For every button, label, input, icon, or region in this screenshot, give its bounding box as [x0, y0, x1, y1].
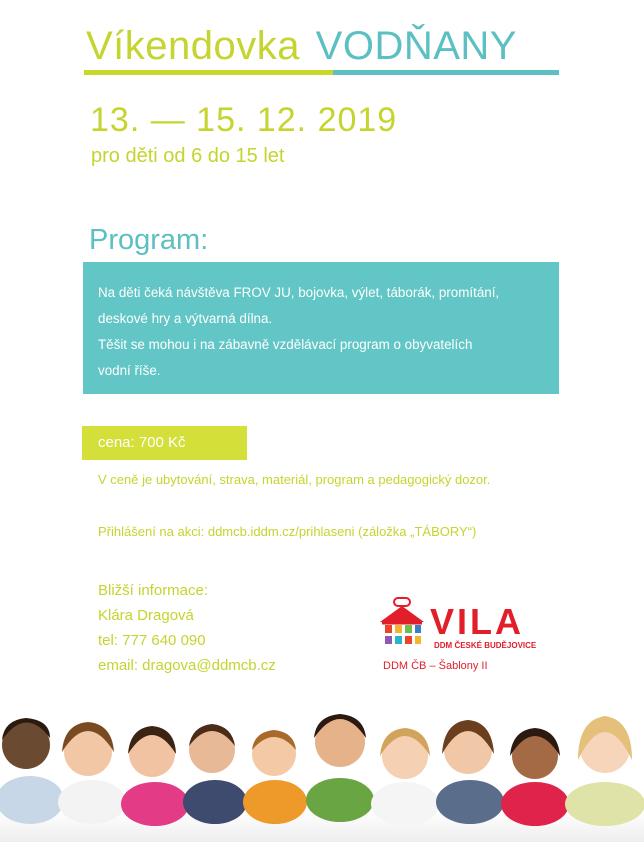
child-figure-5	[243, 730, 307, 824]
contact-heading: Bližší informace:	[98, 582, 209, 599]
contact-email: email: dragova@ddmcb.cz	[98, 657, 276, 674]
child-figure-9	[501, 728, 569, 826]
child-figure-8	[436, 720, 504, 824]
logo-name: VILA	[430, 601, 525, 642]
logo-caption: DDM ČB – Šablony II	[383, 660, 488, 672]
program-line: Na děti čeká návštěva FROV JU, bojovka, výlet, táborák, promítání,	[98, 285, 500, 300]
logo-subtitle: DDM ČESKÉ BUDĚJOVICE	[434, 641, 537, 650]
program-line: deskové hry a výtvarná dílna.	[98, 311, 273, 326]
program-line: Těšit se mohou i na zábavně vzdělávací program o obyvatelích	[98, 337, 473, 352]
title-word-vodnany: VODŇANY	[315, 24, 517, 68]
program-heading: Program:	[89, 224, 209, 256]
child-figure-1	[0, 718, 64, 824]
event-dates: 13. — 15. 12. 2019	[90, 101, 398, 139]
child-figure-3	[121, 726, 189, 826]
registration-info: Přihlášení na akci: ddmcb.iddm.cz/prihlaseni (záložka „TÁBORY“)	[98, 524, 477, 539]
child-figure-10	[565, 716, 644, 826]
program-box	[83, 262, 559, 394]
child-figure-6	[306, 714, 374, 822]
price-badge: cena: 700 Kč	[82, 426, 247, 460]
contact-name: Klára Dragová	[98, 607, 194, 624]
children-lying-photo	[0, 690, 644, 842]
title-underline-green	[84, 70, 333, 75]
child-figure-2	[58, 722, 126, 824]
child-figure-7	[371, 728, 439, 826]
program-line: vodní říše.	[98, 363, 161, 378]
contact-phone: tel: 777 640 090	[98, 632, 206, 649]
contact-info	[98, 578, 276, 678]
house-icon	[380, 598, 424, 644]
price-includes: V ceně je ubytování, strava, materiál, program a pedagogický dozor.	[98, 472, 491, 487]
page-title	[86, 22, 517, 70]
age-range: pro děti od 6 do 15 let	[91, 145, 285, 167]
title-underline-teal	[333, 70, 559, 75]
child-figure-4	[183, 724, 247, 824]
title-word-vikendovka: Víkendovka	[86, 24, 301, 68]
